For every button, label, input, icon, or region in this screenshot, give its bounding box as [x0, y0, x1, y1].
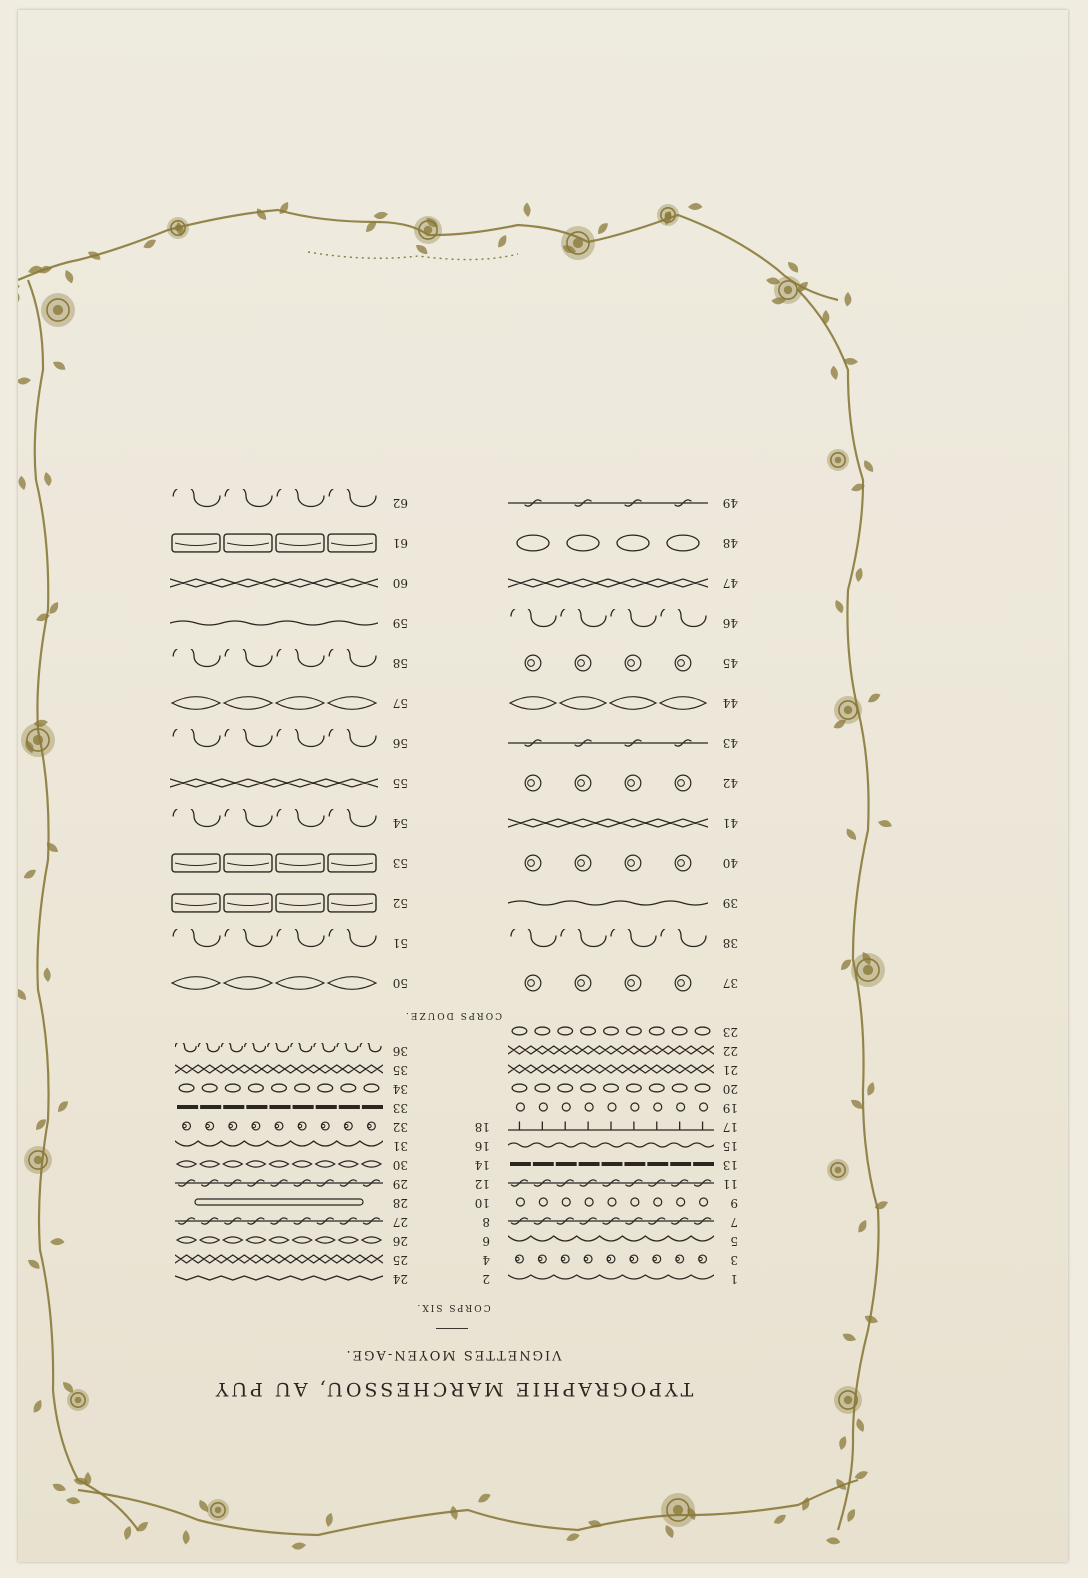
vignette-number: 18 [474, 1120, 490, 1134]
vignette-number: 55 [392, 776, 408, 790]
specimen-sheet [168, 390, 738, 1400]
corps-six-right-row [168, 1156, 738, 1174]
vignette-number: 59 [392, 616, 408, 630]
vignette-ornament [170, 569, 378, 597]
corps-six-right-row [168, 1099, 738, 1117]
vignette-ornament [175, 1253, 383, 1267]
vignette-number: 36 [392, 1044, 408, 1058]
vignette-ornament [170, 689, 378, 717]
vignette-ornament [175, 1139, 383, 1153]
vignette-number: 23 [722, 1025, 738, 1039]
section-heading-corps-douze: CORPS DOUZE. [404, 1010, 502, 1020]
vignette-number: 46 [722, 616, 738, 630]
corps-six-right-row [168, 1042, 738, 1060]
vignette-number: 54 [392, 816, 408, 830]
vignette-number: 39 [722, 896, 738, 910]
vignette-ornament [175, 1082, 383, 1096]
corps-douze-right-row [168, 528, 738, 558]
vignette-number: 42 [722, 776, 738, 790]
vignette-number: 5 [730, 1234, 738, 1248]
vignette-number: 26 [392, 1234, 408, 1248]
vignette-ornament [170, 889, 378, 917]
vignette-number: 50 [392, 976, 408, 990]
vignette-number: 43 [722, 736, 738, 750]
sheet-subtitle: VIGNETTES MOYEN-AGE. [344, 1347, 562, 1362]
vignette-number: 15 [722, 1139, 738, 1153]
vignette-number: 60 [392, 576, 408, 590]
vignette-number: 62 [392, 496, 408, 510]
vignette-number: 56 [392, 736, 408, 750]
vignette-number: 40 [722, 856, 738, 870]
vignette-number: 16 [474, 1139, 490, 1153]
corps-six-right-row [168, 1080, 738, 1098]
vignette-ornament [175, 1063, 383, 1077]
vignette-ornament [175, 1234, 383, 1248]
corps-douze-right-row [168, 688, 738, 718]
corps-douze-right-row [168, 608, 738, 638]
vignette-number: 19 [722, 1101, 738, 1115]
vignette-number: 11 [722, 1177, 738, 1191]
vignette-ornament [170, 969, 378, 997]
corps-six-right-row [168, 1232, 738, 1250]
corps-six-right-row [168, 1061, 738, 1079]
vignette-number: 35 [392, 1063, 408, 1077]
vignette-number: 51 [392, 936, 408, 950]
vignette-ornament [170, 529, 378, 557]
vignette-number: 20 [722, 1082, 738, 1096]
vignette-number: 29 [392, 1177, 408, 1191]
vignette-number: 37 [722, 976, 738, 990]
vignette-ornament [508, 1025, 714, 1039]
vignette-number: 22 [722, 1044, 738, 1058]
vignette-number: 30 [392, 1158, 408, 1172]
vignette-number: 33 [392, 1101, 408, 1115]
vignette-number: 12 [474, 1177, 490, 1191]
vignette-number: 47 [722, 576, 738, 590]
corps-douze-right-row [168, 928, 738, 958]
section-heading-corps-six: CORPS SIX. [415, 1302, 491, 1312]
vignette-number: 25 [392, 1253, 408, 1267]
vignette-number: 1 [730, 1272, 738, 1286]
vignette-number: 58 [392, 656, 408, 670]
vignette-number: 45 [722, 656, 738, 670]
corps-six-right-row [168, 1175, 738, 1193]
corps-douze-right-row [168, 968, 738, 998]
vignette-number: 49 [722, 496, 738, 510]
vignette-ornament [175, 1196, 383, 1210]
corps-six-right-row [168, 1194, 738, 1212]
vignette-number: 13 [722, 1158, 738, 1172]
sheet-title: TYPOGRAPHIE MARCHESSOU, AU PUY [212, 1378, 694, 1400]
vignette-number: 52 [392, 896, 408, 910]
corps-douze-right-row [168, 808, 738, 838]
corps-douze-right-row [168, 848, 738, 878]
printed-page [18, 10, 1068, 1562]
vignette-number: 48 [722, 536, 738, 550]
vignette-number: 57 [392, 696, 408, 710]
vignette-ornament [175, 1272, 383, 1286]
vignette-number: 32 [392, 1120, 408, 1134]
corps-douze-right-row [168, 488, 738, 518]
vignette-ornament [170, 649, 378, 677]
vignette-number: 44 [722, 696, 738, 710]
vignette-number: 38 [722, 936, 738, 950]
vignette-number: 4 [482, 1253, 490, 1267]
vignette-number: 41 [722, 816, 738, 830]
vignette-number: 7 [730, 1215, 738, 1229]
vignette-number: 10 [474, 1196, 490, 1210]
vignette-ornament [175, 1044, 383, 1058]
corps-six-right-row [168, 1118, 738, 1136]
corps-six-right-row [168, 1213, 738, 1231]
vignette-number: 31 [392, 1139, 408, 1153]
vignette-ornament [170, 809, 378, 837]
vignette-number: 2 [482, 1272, 490, 1286]
corps-douze-right-row [168, 888, 738, 918]
vignette-number: 9 [730, 1196, 738, 1210]
vignette-number: 21 [722, 1063, 738, 1077]
corps-douze-right-row [168, 648, 738, 678]
vignette-number: 17 [722, 1120, 738, 1134]
vignette-number: 53 [392, 856, 408, 870]
vignette-ornament [175, 1101, 383, 1115]
vignette-ornament [170, 929, 378, 957]
vignette-number: 61 [392, 536, 408, 550]
corps-six-right-row [168, 1270, 738, 1288]
vignette-number: 34 [392, 1082, 408, 1096]
vignette-ornament [170, 609, 378, 637]
corps-six-right-row [168, 1137, 738, 1155]
vignette-number: 8 [482, 1215, 490, 1229]
vignette-ornament [175, 1158, 383, 1172]
corps-douze-right-row [168, 768, 738, 798]
vignette-number: 28 [392, 1196, 408, 1210]
vignette-ornament [170, 849, 378, 877]
vignette-ornament [175, 1120, 383, 1134]
corps-six-right-row [168, 1251, 738, 1269]
title-rule [436, 1328, 468, 1329]
corps-douze-right-row [168, 568, 738, 598]
vignette-ornament [175, 1215, 383, 1229]
vignette-ornament [170, 769, 378, 797]
vignette-ornament [175, 1177, 383, 1191]
corps-six-left-row [168, 1023, 738, 1041]
vignette-ornament [170, 489, 378, 517]
corps-douze-right-row [168, 728, 738, 758]
vignette-number: 24 [392, 1272, 408, 1286]
vignette-ornament [170, 729, 378, 757]
vignette-number: 3 [730, 1253, 738, 1267]
vignette-number: 27 [392, 1215, 408, 1229]
vignette-number: 6 [482, 1234, 490, 1248]
vignette-number: 14 [474, 1158, 490, 1172]
